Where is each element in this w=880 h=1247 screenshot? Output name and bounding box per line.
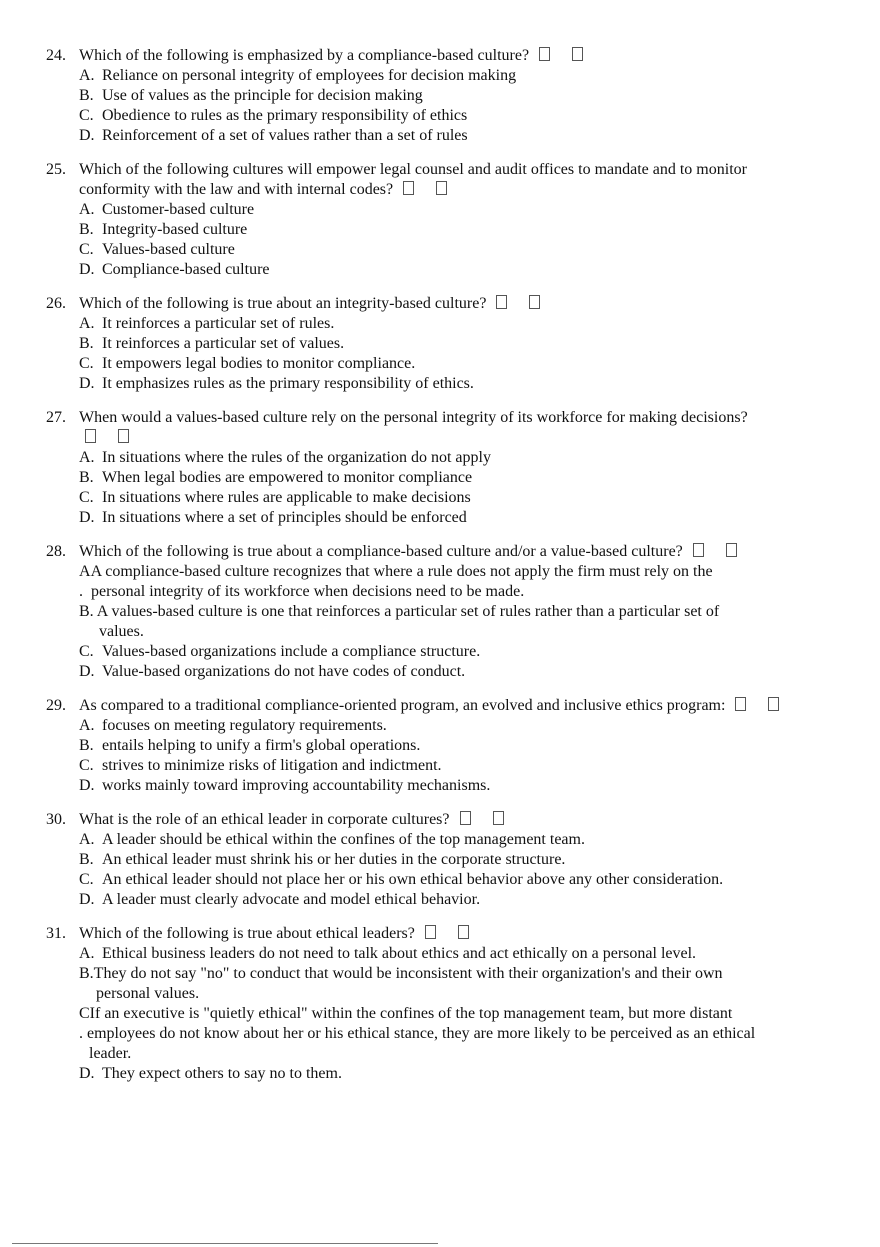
question-stem <box>0 160 880 200</box>
option-b: B. When legal bodies are empowered to monitor compliance <box>79 469 473 486</box>
question-number: 30. <box>46 811 66 828</box>
question-number: 27. <box>46 409 66 426</box>
question-number: 26. <box>46 295 66 312</box>
option-b: B. Use of values as the principle for decision making <box>79 87 423 104</box>
option-d: D. works mainly toward improving accountability mechanisms. <box>79 777 491 794</box>
option-d: D. Reinforcement of a set of values rather than a set of rules <box>79 127 468 144</box>
question-text-continued: conformity with the law and with internal codes? <box>79 181 394 198</box>
checkbox-icon <box>529 295 540 309</box>
question-stem <box>0 696 880 716</box>
option-c: C. An ethical leader should not place her or his own ethical behavior above any other consideration. <box>79 871 724 888</box>
option-c: C. strives to minimize risks of litigation and indictment. <box>79 757 442 774</box>
question-text: Which of the following is emphasized by a compliance-based culture? <box>79 47 530 64</box>
checkbox-icon <box>436 181 447 195</box>
option-d: D. It emphasizes rules as the primary responsibility of ethics. <box>79 375 474 392</box>
question-28 <box>0 542 880 682</box>
question-text: What is the role of an ethical leader in corporate cultures? <box>79 811 450 828</box>
question-number: 25. <box>46 161 66 178</box>
question-stem <box>0 924 880 944</box>
checkbox-icon <box>403 181 414 195</box>
option-c: CIf an executive is "quietly ethical" within the confines of the top management team, but more distant . employees do not know about her or his ethical stance, they are more likely to be perceived as an ethical leader. <box>79 1005 756 1062</box>
option-a: A. Customer-based culture <box>79 201 255 218</box>
option-d: D. Compliance-based culture <box>79 261 270 278</box>
option-c: C. In situations where rules are applicable to make decisions <box>79 489 471 506</box>
checkbox-icon <box>118 429 129 443</box>
question-number: 28. <box>46 543 66 560</box>
checkbox-icon <box>735 697 746 711</box>
option-a: AA compliance-based culture recognizes that where a rule does not apply the firm must rely on the . personal integrity of its workforce when decisions need to be made. <box>79 563 713 600</box>
checkbox-group <box>75 428 129 448</box>
option-c: C. It empowers legal bodies to monitor compliance. <box>79 355 416 372</box>
option-b: B. Integrity-based culture <box>79 221 248 238</box>
question-text: When would a values-based culture rely on the personal integrity of its workforce for making decisions? <box>79 409 748 426</box>
option-a: A. In situations where the rules of the organization do not apply <box>79 449 491 466</box>
option-b: B. A values-based culture is one that reinforces a particular set of rules rather than a particular set of values. <box>79 603 720 640</box>
question-27 <box>0 408 880 528</box>
option-b: B.They do not say "no" to conduct that would be inconsistent with their organization's and their own personal values. <box>79 965 723 1002</box>
question-25 <box>0 160 880 280</box>
option-b: B. It reinforces a particular set of values. <box>79 335 345 352</box>
question-24 <box>0 46 880 146</box>
question-stem <box>0 542 880 562</box>
checkbox-icon <box>460 811 471 825</box>
option-d: D. Value-based organizations do not have codes of conduct. <box>79 663 466 680</box>
question-number: 29. <box>46 697 66 714</box>
question-number: 24. <box>46 47 66 64</box>
checkbox-icon <box>768 697 779 711</box>
question-stem <box>0 810 880 830</box>
option-d: D. A leader must clearly advocate and model ethical behavior. <box>79 891 481 908</box>
option-a: A. A leader should be ethical within the confines of the top management team. <box>79 831 585 848</box>
option-b: B. An ethical leader must shrink his or her duties in the corporate structure. <box>79 851 566 868</box>
option-d: D. They expect others to say no to them. <box>79 1065 342 1082</box>
option-a: A. It reinforces a particular set of rules. <box>79 315 335 332</box>
question-text: Which of the following is true about a compliance-based culture and/or a value-based culture? <box>79 543 683 560</box>
footer-rule <box>12 1243 438 1244</box>
checkbox-icon <box>539 47 550 61</box>
question-text: Which of the following is true about ethical leaders? <box>79 925 415 942</box>
option-c: C. Values-based organizations include a compliance structure. <box>79 643 481 660</box>
option-a: A. focuses on meeting regulatory requirements. <box>79 717 387 734</box>
option-c: C. Obedience to rules as the primary responsibility of ethics <box>79 107 468 124</box>
question-30 <box>0 810 880 910</box>
option-a: A. Reliance on personal integrity of employees for decision making <box>79 67 517 84</box>
checkbox-icon <box>726 543 737 557</box>
question-stem <box>0 294 880 314</box>
question-text: Which of the following is true about an integrity-based culture? <box>79 295 487 312</box>
question-number: 31. <box>46 925 66 942</box>
checkbox-icon <box>693 543 704 557</box>
checkbox-icon <box>493 811 504 825</box>
question-stem <box>0 46 880 66</box>
option-b: B. entails helping to unify a firm's global operations. <box>79 737 421 754</box>
checkbox-icon <box>425 925 436 939</box>
option-c: C. Values-based culture <box>79 241 235 258</box>
question-31 <box>0 924 880 1084</box>
question-26 <box>0 294 880 394</box>
question-stem <box>0 408 880 448</box>
checkbox-icon <box>496 295 507 309</box>
checkbox-icon <box>458 925 469 939</box>
option-a: A. Ethical business leaders do not need to talk about ethics and act ethically on a personal level. <box>79 945 697 962</box>
checkbox-icon <box>85 429 96 443</box>
document-page <box>0 46 880 1098</box>
question-text: Which of the following cultures will empower legal counsel and audit offices to mandate and to monitor <box>79 161 747 178</box>
checkbox-icon <box>572 47 583 61</box>
question-text: As compared to a traditional compliance-oriented program, an evolved and inclusive ethics program: <box>79 697 726 714</box>
option-d: D. In situations where a set of principles should be enforced <box>79 509 467 526</box>
question-29 <box>0 696 880 796</box>
